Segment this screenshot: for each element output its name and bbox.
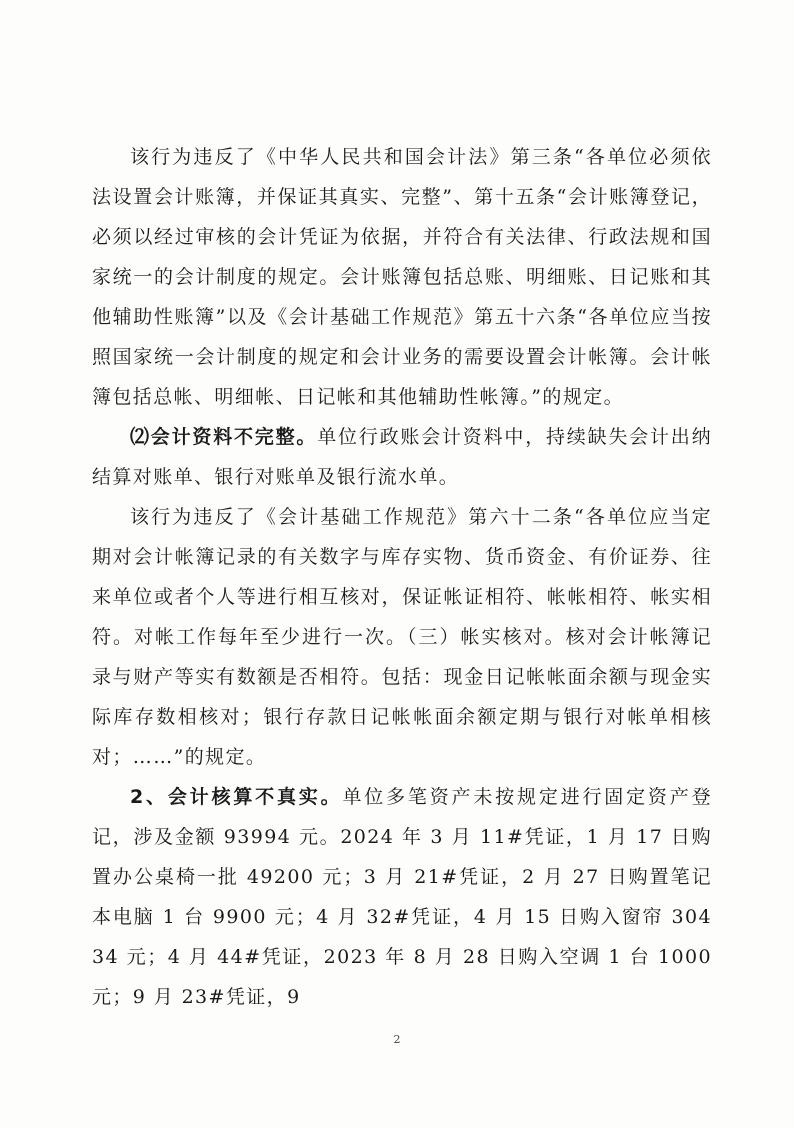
section-heading: 2、会计核算不真实。 [130, 786, 343, 808]
paragraph-text: 单位行政账会计资料中，持续缺失会计出纳结算对账单、银行对账单及银行流水单。 [92, 426, 712, 488]
paragraph-accounting-law-violation [92, 137, 712, 417]
page-number: 2 [393, 1033, 401, 1046]
paragraph-untrue-accounting [92, 777, 712, 1017]
paragraph-text: 该行为违反了《中华人民共和国会计法》第三条“各单位必须依法设置会计账簿，并保证其真实、完整”、第十五条“会计账簿登记，必须以经过审核的会计凭证为依据，并符合有关法律、行政法规和国家统一的会计制度的规定。会计账簿包括总账、明细账、日记账和其他辅助性账簿”以及《会计基础工作规范》第五十六条“各单位应当按照国家统一会计制度的规定和会计业务的需要设置会计帐簿。会计帐簿包括总帐、明细帐、日记帐和其他辅助性帐簿。”的规定。 [92, 146, 712, 408]
paragraph-reconciliation-violation [92, 497, 712, 777]
section-heading: ⑵会计资料不完整。 [130, 426, 318, 448]
paragraph-text: 单位多笔资产未按规定进行固定资产登记，涉及金额 93994 元。2024 年 3 月 11#凭证，1 月 17 日购置办公桌椅一批 49200 元；3 月 21#凭证，2 月 27 日购置笔记本电脑 1 台 9900 元；4 月 32#凭证，4 月 15 日购入窗帘 30434 元；4 月 44#凭证，2023 年 8 月 28 日购入空调 1 台 1000 元；9 月 23#凭证，9 [92, 786, 712, 1008]
paragraph-incomplete-records [92, 417, 712, 497]
document-body [92, 137, 712, 1017]
paragraph-text: 该行为违反了《会计基础工作规范》第六十二条“各单位应当定期对会计帐簿记录的有关数字与库存实物、货币资金、有价证券、往来单位或者个人等进行相互核对，保证帐证相符、帐帐相符、帐实相符。对帐工作每年至少进行一次。（三）帐实核对。核对会计帐簿记录与财产等实有数额是否相符。包括：现金日记帐帐面余额与现金实际库存数相核对；银行存款日记帐帐面余额定期与银行对帐单相核对；……”的规定。 [92, 506, 712, 768]
